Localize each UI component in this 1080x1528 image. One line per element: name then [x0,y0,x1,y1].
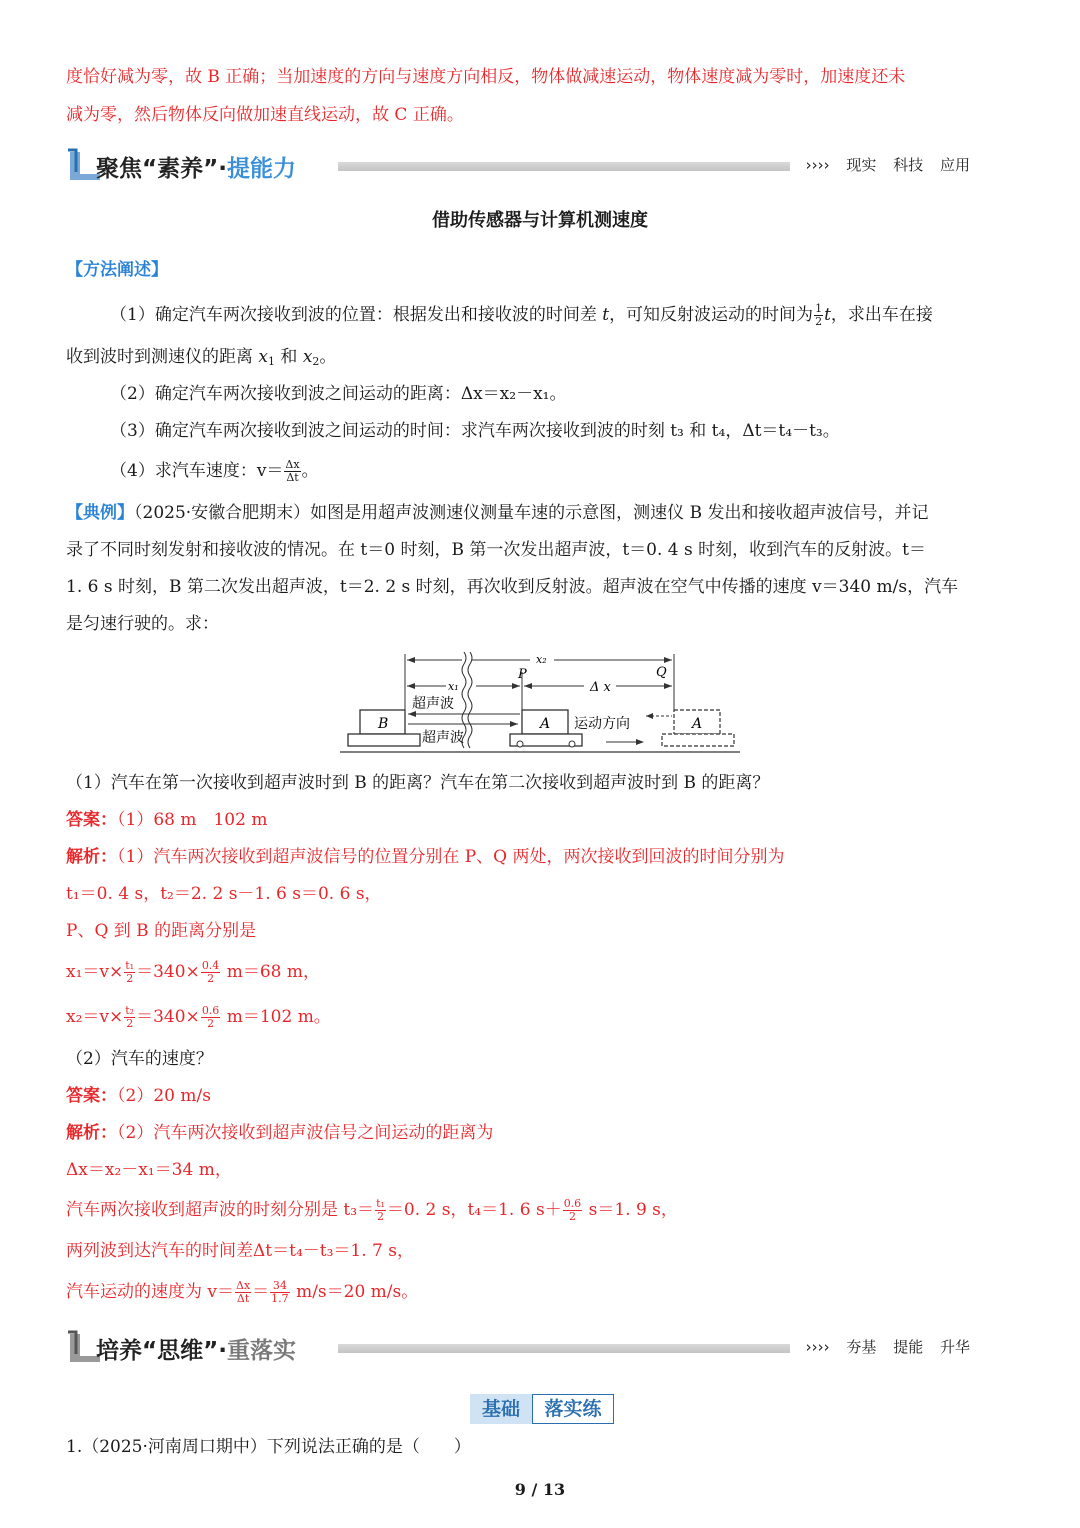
q2-analysis-2: Δx＝x₂－x₁＝34 m， [66,1160,232,1180]
q1-a4-frac2 [201,960,221,985]
q2-answer-text: （2）20 m/s [117,1086,211,1106]
question-1: 1.（2025·河南周口期中）下列说法正确的是（ ） [66,1437,471,1457]
method-step-4 [110,458,1014,484]
step1-frac-den: 2 [815,315,823,328]
section-banner-focus [66,148,970,184]
q1-analysis-3: P、Q 到 B 的距离分别是 [66,921,257,941]
q2-a5-d2: 1.7 [271,1292,289,1305]
tags-arrows: ›››› [805,156,830,174]
banner-rule-2 [338,1344,790,1353]
q2-a5-a: 汽车运动的速度为 v＝ [66,1282,235,1302]
q2-a3-frac2 [563,1198,583,1223]
q1-a4-n1: t₁ [125,959,135,972]
q1-analysis-text-1: （1）汽车两次接收到超声波信号的位置分别在 P、Q 两处，两次接收到回波的时间分别为 [117,847,785,867]
q1-analysis-5 [66,1004,1014,1030]
step1-l2-a: 收到波时到测速仪的距离 [66,347,259,367]
fig-dashed-arrow [646,713,653,719]
step1-part-b: ，可知反射波运动的时间为 [609,305,814,325]
page-number: 9 / 13 [514,1480,566,1499]
step1-l2-c: 。 [319,347,337,367]
method-step-1 [110,302,1014,328]
tag-3: 应用 [939,156,970,174]
practice-badge-left: 基础 [470,1394,532,1424]
q1-a5-c: m＝102 m。 [221,1007,331,1027]
q2-a5-d1: Δt [236,1292,250,1305]
intro-line-1: 度恰好减为零，故 B 正确；当加速度的方向与速度方向相反，物体做减速运动，物体速度减为零时，加速度还未 [66,67,906,87]
q2-a3-c: s＝1. 9 s， [583,1200,678,1220]
q2-a5-n2: 34 [270,1280,290,1293]
q2-a3-b: ＝0. 2 s，t₄＝1. 6 s＋ [386,1200,562,1220]
method-step-2: （2）确定汽车两次接收到波之间运动的距离：Δx＝x₂－x₁。 [110,384,567,404]
q1-a5-d2: 2 [207,1017,215,1030]
step4-fraction [284,459,300,484]
example-line-3: 1. 6 s 时刻，B 第二次发出超声波，t＝2. 2 s 时刻，再次收到反射波。超声波在空气中传播的速度 v＝340 m/s，汽车 [66,577,959,597]
fig-label-x2: x₂ [536,653,547,666]
q1-a5-n1: t₂ [125,1004,135,1017]
fig-label-p: P [518,667,527,682]
fig-dx-arrow-right [664,683,672,689]
q1-a5-d1: 2 [126,1017,134,1030]
fig-wheel-1 [517,741,523,747]
step1-part-a: （1）确定汽车两次接收到波的位置：根据发出和接收波的时间差 [110,305,603,325]
tag-2: 科技 [893,156,924,174]
q1-answer [66,807,1014,833]
tag-2-1: 夯基 [846,1338,877,1356]
step1-frac-num: 1 [815,302,823,315]
step4-frac-num: Δx [285,458,300,471]
method-label: 【方法阐述】 [66,260,168,280]
q2-a3-d2: 2 [568,1210,576,1223]
q1-analysis-label: 解析： [66,847,117,867]
q2-a3-d1: 2 [376,1210,384,1223]
q1-a5-a: x₂＝v× [66,1007,124,1027]
tag-1: 现实 [846,156,877,174]
q1-a4-b: ＝340× [136,962,200,982]
fig-x2-arrow-left [407,657,415,663]
section-tags-thinking [794,1336,970,1357]
section-title-focus-a: 聚焦“素养”· [96,156,227,182]
tag-2-2: 提能 [893,1338,924,1356]
practice-badge-right: 落实练 [532,1394,614,1424]
q2-a5-n1: Δx [236,1279,251,1292]
q1-analysis-2: t₁＝0. 4 s，t₂＝2. 2 s－1. 6 s＝0. 6 s， [66,884,382,904]
fig-label-x1: x₁ [448,680,459,693]
q1-question: （1）汽车在第一次接收到超声波时到 B 的距离？汽车在第二次接收到超声波时到 B 的距离？ [66,773,770,793]
section-title-thinking-a: 培养“思维”· [96,1338,227,1364]
q2-answer-label: 答案： [66,1086,117,1106]
q2-a3-a: 汽车两次接收到超声波的时刻分别是 t₃＝ [66,1200,375,1220]
fig-direction-arrow [636,739,644,745]
fig-x1-arrow-left [407,683,415,689]
fig-base-a-second [662,734,734,746]
q2-a5-frac1 [235,1280,251,1305]
fig-wave-bottom-arrow [510,721,518,727]
example-line-4: 是匀速行驶的。求： [66,614,219,634]
step4-part-a: （4）求汽车速度：v＝ [110,461,284,481]
q1-answer-label: 答案： [66,810,117,830]
q1-a4-a: x₁＝v× [66,962,124,982]
method-step-1-line-2: 收到波时到测速仪的距离 $x_1$ 和 $x_2$。 [66,347,337,368]
step1-l2-b: 和 [275,347,303,367]
q1-answer-text: （1）68 m 102 m [117,810,268,830]
ultrasonic-speed-figure [340,648,740,758]
section-tags-focus [794,154,970,175]
fig-label-direction: 运动方向 [574,716,630,732]
q2-a5-c: m/s＝20 m/s。 [290,1282,419,1302]
intro-line-2: 减为零，然后物体反向做加速直线运动，故 C 正确。 [66,105,464,125]
tags-arrows-2: ›››› [805,1338,830,1356]
q1-analysis-1 [66,844,1014,870]
step1-part-c: ，求出车在接 [830,305,933,325]
example-text-1: （2025·安徽合肥期末）如图是用超声波测速仪测量车速的示意图，测速仪 B 发出和接收超声波信号，并记 [134,503,929,523]
q1-analysis-4 [66,959,1014,985]
q1-a5-b: ＝340× [136,1007,200,1027]
step1-var-t-2: t [824,305,831,325]
q2-answer [66,1083,1014,1109]
q1-a5-n2: 0.6 [201,1004,220,1017]
q1-a4-frac1 [124,960,135,985]
fig-x1-arrow-right [512,683,520,689]
q1-a4-n2: 0.4 [201,959,220,972]
q1-a4-d2: 2 [207,972,215,985]
step1-var-t: t [602,305,610,325]
topic-title: 借助传感器与计算机测速度 [432,210,648,231]
example-line-1 [66,500,1014,526]
step4-part-b: 。 [301,461,319,481]
q1-a5-frac2 [201,1005,221,1030]
q2-analysis-1 [66,1120,1014,1146]
fig-x2-arrow-right [664,657,672,663]
fig-label-dx: Δ x [590,680,611,695]
q2-a3-n2: 0.6 [563,1197,582,1210]
tag-2-3: 升华 [939,1338,970,1356]
section-title-thinking-b: 重落实 [226,1338,296,1364]
practice-badge [470,1394,616,1424]
fig-base-b [348,734,420,746]
step4-frac-den: Δt [286,471,299,484]
section-title-focus [96,150,296,183]
q2-a3-n1: t₁ [376,1197,385,1210]
fig-label-a-second: A [692,716,703,732]
q1-a4-d1: 2 [126,972,134,985]
fig-dx-arrow-left [524,683,532,689]
q2-analysis-4: 两列波到达汽车的时间差Δt＝t₄－t₃＝1. 7 s， [66,1241,414,1261]
q1-a5-frac1 [124,1005,135,1030]
q2-a5-frac2 [270,1280,290,1305]
step1-fraction [814,303,823,328]
fig-label-q: Q [656,665,667,680]
banner-rule [338,162,790,171]
q2-analysis-label: 解析： [66,1123,117,1143]
fig-break-2 [468,652,472,748]
section-title-focus-b: 提能力 [226,156,296,182]
q2-a5-b: ＝ [252,1282,270,1302]
fig-label-wave-top: 超声波 [412,696,454,712]
example-label: 【典例】 [66,503,134,523]
section-title-thinking [96,1332,296,1365]
q1-a4-c: m＝68 m， [221,962,320,982]
fig-label-a-first: A [540,716,551,732]
q2-question: （2）汽车的速度？ [66,1049,213,1069]
q2-analysis-text-1: （2）汽车两次接收到超声波信号之间运动的距离为 [117,1123,494,1143]
fig-label-b: B [378,716,389,732]
fig-label-wave-bottom: 超声波 [422,730,464,746]
q2-a3-frac1 [375,1198,386,1223]
section-banner-thinking [66,1330,970,1366]
example-line-2: 录了不同时刻发射和接收波的情况。在 t＝0 时刻，B 第一次发出超声波，t＝0. 4 s 时刻，收到汽车的反射波。t＝ [66,540,926,560]
q2-analysis-3 [66,1197,1014,1223]
fig-wheel-2 [569,741,575,747]
method-step-3: （3）确定汽车两次接收到波之间运动的时间：求汽车两次接收到波的时刻 t₃ 和 t₄，Δt＝t₄－t₃。 [110,421,840,441]
q2-analysis-5 [66,1279,1014,1305]
